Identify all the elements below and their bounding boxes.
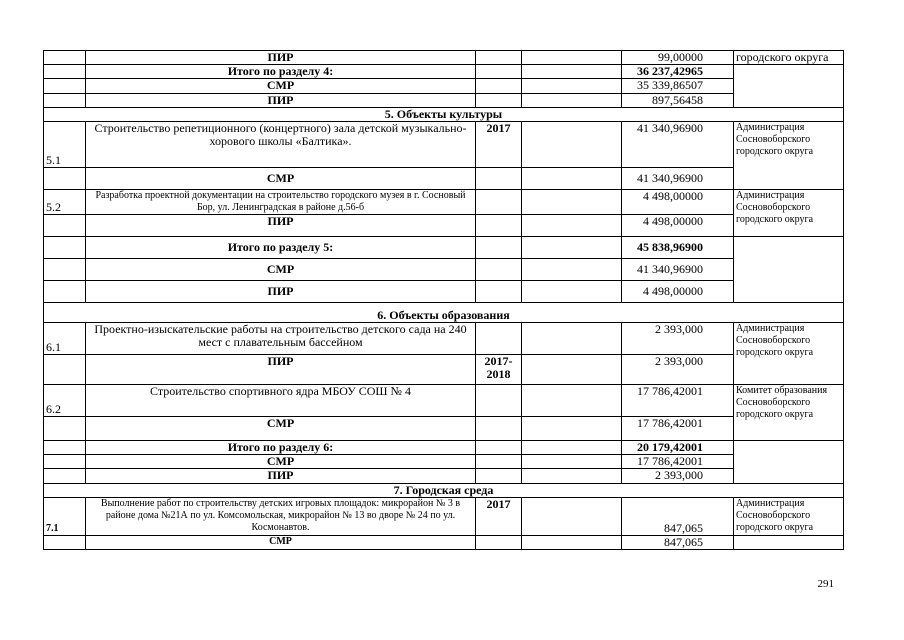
row-label: ПИР xyxy=(86,469,476,483)
row-value: 2 393,000 xyxy=(622,469,734,483)
row-value: 4 498,00000 xyxy=(622,214,734,236)
item-number: 7.1 xyxy=(44,497,86,535)
row-value: 17 786,42001 xyxy=(622,416,734,440)
table-row xyxy=(44,455,844,469)
item-name: Строительство спортивного ядра МБОУ СОШ № 4 xyxy=(86,384,476,416)
page-number: 291 xyxy=(817,578,834,590)
row-label: СМР xyxy=(86,535,476,549)
row-value: 2 393,000 xyxy=(622,354,734,384)
org-cell: Администрация Сосновоборского городского округа xyxy=(734,322,844,384)
org-cell: городского округа xyxy=(734,51,844,65)
table-row xyxy=(44,322,844,354)
item-name: Выполнение работ по строительству детских игровых площадок: микрорайон № 3 в районе дома №21А по ул. Комсомольская, микрорайон № 13 во дворе № 24 по ул. Космонавтов. xyxy=(86,497,476,535)
section-total-value: 20 179,42001 xyxy=(622,440,734,454)
table-row xyxy=(44,280,844,302)
row-label: ПИР xyxy=(86,51,476,65)
table-row xyxy=(44,497,844,535)
table-row xyxy=(44,79,844,93)
budget-table xyxy=(43,50,844,550)
section-header-row xyxy=(44,483,844,497)
table-row xyxy=(44,236,844,258)
item-value: 847,065 xyxy=(622,497,734,535)
item-number: 5.1 xyxy=(44,121,86,167)
item-number: 6.2 xyxy=(44,384,86,416)
item-name: Разработка проектной документации на строительство городского музея в г. Сосновый Бор, ул. Ленинградская в районе д.56-б xyxy=(86,189,476,214)
table-row xyxy=(44,384,844,416)
row-value: 17 786,42001 xyxy=(622,455,734,469)
row-value: 41 340,96900 xyxy=(622,258,734,280)
table-row xyxy=(44,535,844,549)
table-row xyxy=(44,167,844,189)
row-value: 847,065 xyxy=(622,535,734,549)
row-value: 4 498,00000 xyxy=(622,280,734,302)
item-year: 2017 xyxy=(476,497,522,535)
section-total-label: Итого по разделу 4: xyxy=(86,65,476,79)
table-row xyxy=(44,65,844,79)
row-value: 99,00000 xyxy=(622,51,734,65)
row-label: СМР xyxy=(86,258,476,280)
item-year: 2017-2018 xyxy=(476,354,522,384)
row-value: 897,56458 xyxy=(622,93,734,107)
org-cell: Администрация Сосновоборского городского округа xyxy=(734,121,844,189)
row-value: 41 340,96900 xyxy=(622,167,734,189)
table-row xyxy=(44,121,844,167)
org-cell: Комитет образования Сосновоборского городского округа xyxy=(734,384,844,440)
section-title: 5. Объекты культуры xyxy=(44,107,844,121)
row-label: СМР xyxy=(86,416,476,440)
section-header-row xyxy=(44,302,844,322)
section-title: 7. Городская среда xyxy=(44,483,844,497)
item-name: Проектно-изыскательские работы на строительство детского сада на 240 мест с плавательным бассейном xyxy=(86,322,476,354)
item-value: 17 786,42001 xyxy=(622,384,734,416)
table-row xyxy=(44,214,844,236)
section-total-value: 36 237,42965 xyxy=(622,65,734,79)
row-label: СМР xyxy=(86,167,476,189)
row-value: 35 339,86507 xyxy=(622,79,734,93)
row-label: СМР xyxy=(86,79,476,93)
table-row xyxy=(44,416,844,440)
table-row xyxy=(44,189,844,214)
row-label: ПИР xyxy=(86,214,476,236)
item-number: 5.2 xyxy=(44,189,86,214)
section-total-value: 45 838,96900 xyxy=(622,236,734,258)
section-total-label: Итого по разделу 6: xyxy=(86,440,476,454)
table-row xyxy=(44,469,844,483)
row-label: СМР xyxy=(86,455,476,469)
table-row xyxy=(44,51,844,65)
budget-table-page xyxy=(43,50,843,550)
table-row xyxy=(44,354,844,384)
table-row xyxy=(44,440,844,454)
item-value: 2 393,000 xyxy=(622,322,734,354)
table-row xyxy=(44,93,844,107)
item-year: 2017 xyxy=(476,121,522,167)
org-cell: Администрация Сосновоборского городского округа xyxy=(734,497,844,535)
item-value: 4 498,00000 xyxy=(622,189,734,214)
section-title: 6. Объекты образования xyxy=(44,302,844,322)
table-row xyxy=(44,258,844,280)
item-name: Строительство репетиционного (концертного) зала детской музыкально-хорового школы «Балтика». xyxy=(86,121,476,167)
row-label: ПИР xyxy=(86,354,476,384)
item-number: 6.1 xyxy=(44,322,86,354)
section-header-row xyxy=(44,107,844,121)
row-label: ПИР xyxy=(86,93,476,107)
row-label: ПИР xyxy=(86,280,476,302)
item-value: 41 340,96900 xyxy=(622,121,734,167)
org-cell: Администрация Сосновоборского городского округа xyxy=(734,189,844,236)
section-total-label: Итого по разделу 5: xyxy=(86,236,476,258)
